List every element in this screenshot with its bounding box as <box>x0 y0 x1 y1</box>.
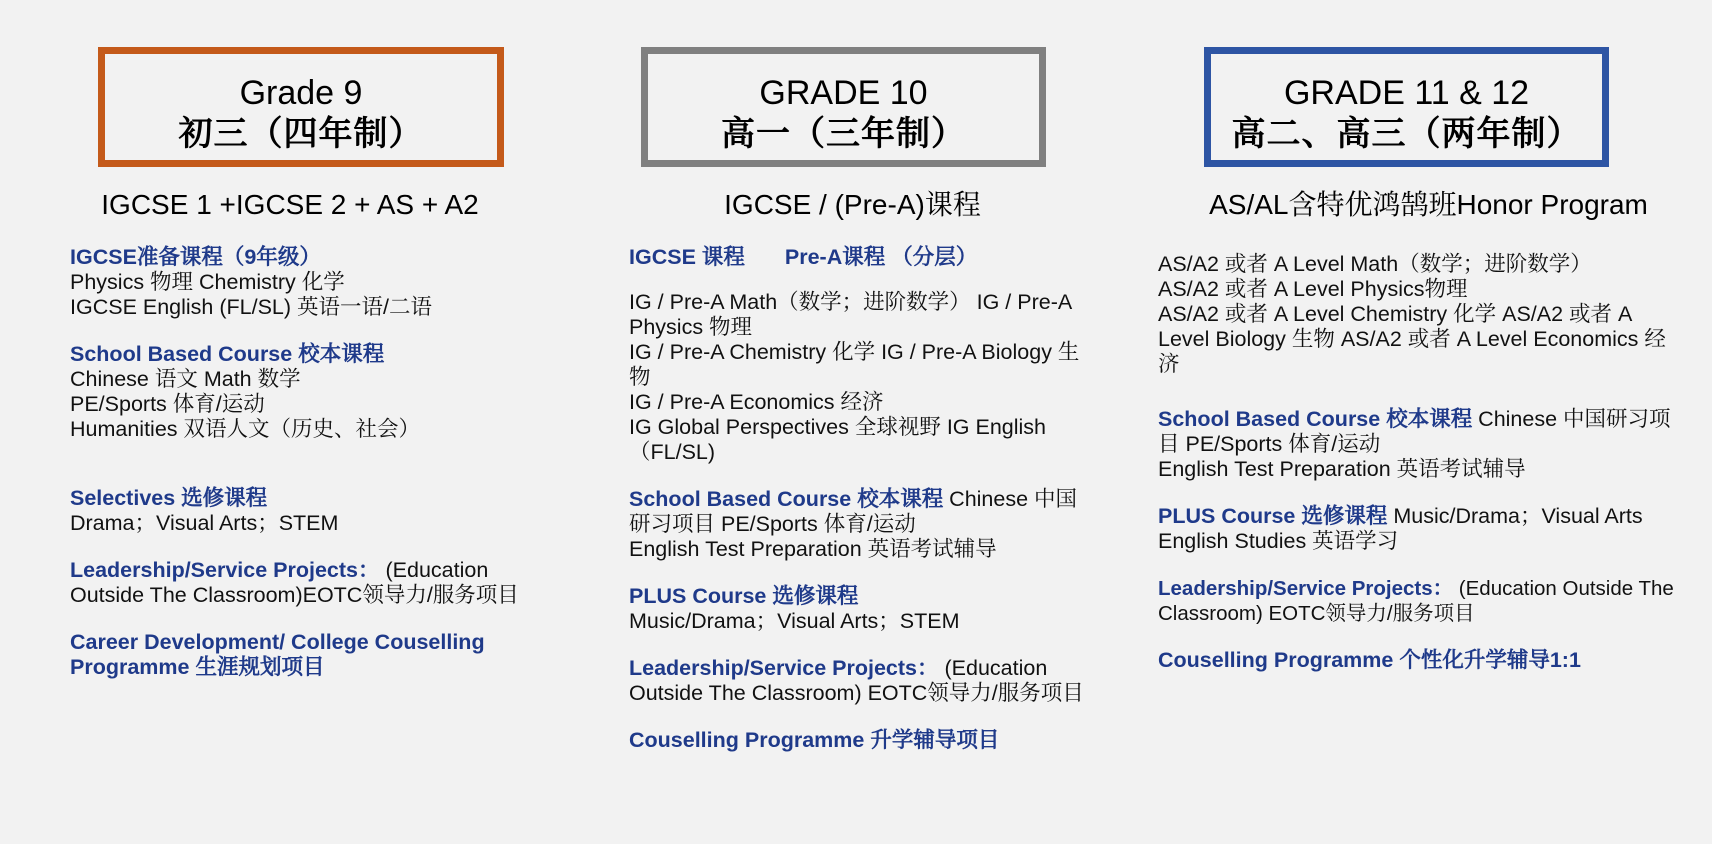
counselling-section <box>1158 648 1678 673</box>
section-heading: Couselling Programme 升学辅导项目 <box>629 728 1000 752</box>
section-text: (Education Outside The Classroom) EOTC领导力/服务项目 <box>1158 577 1674 625</box>
leadership-section <box>70 558 530 608</box>
course-line: Physics 物理 Chemistry 化学 <box>70 270 345 294</box>
igcse-prep-section <box>70 245 530 320</box>
igcse-section <box>629 245 1089 270</box>
grade-11-12-column <box>1115 0 1712 844</box>
grade-10-header-box <box>641 47 1046 167</box>
course-line: IGCSE English (FL/SL) 英语一语/二语 <box>70 295 432 319</box>
section-heading: Career Development/ College Couselling Programme 生涯规划项目 <box>70 630 485 679</box>
course-line: Drama；Visual Arts；STEM <box>70 511 339 535</box>
grade-9-title: Grade 9 <box>239 74 363 112</box>
section-heading: Pre-A课程 （分层） <box>784 245 978 269</box>
school-based-section <box>1158 407 1678 482</box>
leadership-section <box>629 656 1089 706</box>
school-based-section <box>629 487 1089 562</box>
section-heading: Couselling Programme 个性化升学辅导1:1 <box>1158 648 1581 672</box>
course-line: AS/A2 或者 A Level Physics物理 <box>1158 277 1468 301</box>
grade-11-12-header-box <box>1204 47 1609 167</box>
plus-section <box>1158 504 1678 554</box>
school-based-section <box>70 342 530 442</box>
grade-11-12-subtitle: 高二、高三（两年制） <box>1231 115 1582 153</box>
section-heading: School Based Course 校本课程 <box>1158 407 1473 431</box>
grade-10-column <box>560 0 1115 844</box>
selectives-section <box>70 486 530 536</box>
course-line: IG / Pre-A Math（数学；进阶数学） IG / Pre-A Physics 物理 <box>629 290 1072 339</box>
section-text: Chinese 中国研习项目 PE/Sports 体育/运动 <box>629 487 1078 536</box>
course-line: English Test Preparation 英语考试辅导 <box>1158 457 1526 481</box>
grade-10-program: IGCSE / (Pre-A)课程 <box>724 189 981 220</box>
grade-11-12-title: GRADE 11 & 12 <box>1283 74 1530 112</box>
igcse-courses <box>629 290 1089 465</box>
section-text: Music/Drama；Visual Arts English Studies 英语学习 <box>1158 504 1643 553</box>
grade-9-header-box <box>98 47 504 167</box>
course-line: Humanities 双语人文（历史、社会） <box>70 417 421 441</box>
section-heading: IGCSE准备课程（9年级） <box>70 245 321 269</box>
course-line: English Test Preparation 英语考试辅导 <box>629 537 997 561</box>
section-heading: Leadership/Service Projects： <box>1158 577 1454 600</box>
grade-11-12-content <box>1158 252 1678 695</box>
grade-11-12-program: AS/AL含特优鸿鹄班Honor Program <box>1209 189 1648 220</box>
grade-10-subtitle: 高一（三年制） <box>721 115 966 153</box>
course-line: PE/Sports 体育/运动 <box>70 392 265 416</box>
grade-10-title: GRADE 10 <box>759 74 928 112</box>
counselling-section <box>629 728 1089 753</box>
section-heading: Selectives 选修课程 <box>70 486 268 510</box>
course-line: AS/A2 或者 A Level Math（数学；进阶数学） <box>1158 252 1592 276</box>
course-line: IG Global Perspectives 全球视野 IG English（FL/SL) <box>629 415 1047 464</box>
section-heading: IGCSE 课程 <box>629 245 745 269</box>
grade-9-content <box>70 245 530 702</box>
course-line: IG / Pre-A Economics 经济 <box>629 390 884 414</box>
section-text: (Education Outside The Classroom) EOTC领导力/服务项目 <box>629 656 1084 705</box>
section-heading: Leadership/Service Projects： <box>629 656 939 680</box>
section-heading: School Based Course 校本课程 <box>629 487 944 511</box>
plus-section <box>629 584 1089 634</box>
section-text: (Education Outside The Classroom)EOTC领导力/服务项目 <box>70 558 519 607</box>
grade-10-content <box>629 245 1089 775</box>
leadership-section <box>1158 576 1678 626</box>
section-heading: Leadership/Service Projects： <box>70 558 380 582</box>
section-heading: PLUS Course 选修课程 <box>1158 504 1388 528</box>
section-text: Chinese 中国研习项目 PE/Sports 体育/运动 <box>1158 407 1671 456</box>
section-heading: School Based Course 校本课程 <box>70 342 385 366</box>
course-line: IG / Pre-A Chemistry 化学 IG / Pre-A Biology 生物 <box>629 340 1080 389</box>
grade-9-program: IGCSE 1 +IGCSE 2 + AS + A2 <box>101 189 479 220</box>
course-line: Chinese 语文 Math 数学 <box>70 367 301 391</box>
course-line: Music/Drama；Visual Arts；STEM <box>629 609 960 633</box>
section-heading: PLUS Course 选修课程 <box>629 584 859 608</box>
alevel-courses <box>1158 252 1678 377</box>
career-section <box>70 630 530 680</box>
grade-9-subtitle: 初三（四年制） <box>178 115 424 153</box>
grade-9-column <box>0 0 560 844</box>
course-line: AS/A2 或者 A Level Chemistry 化学 AS/A2 或者 A Level Biology 生物 AS/A2 或者 A Level Economics 经济 <box>1158 302 1666 376</box>
